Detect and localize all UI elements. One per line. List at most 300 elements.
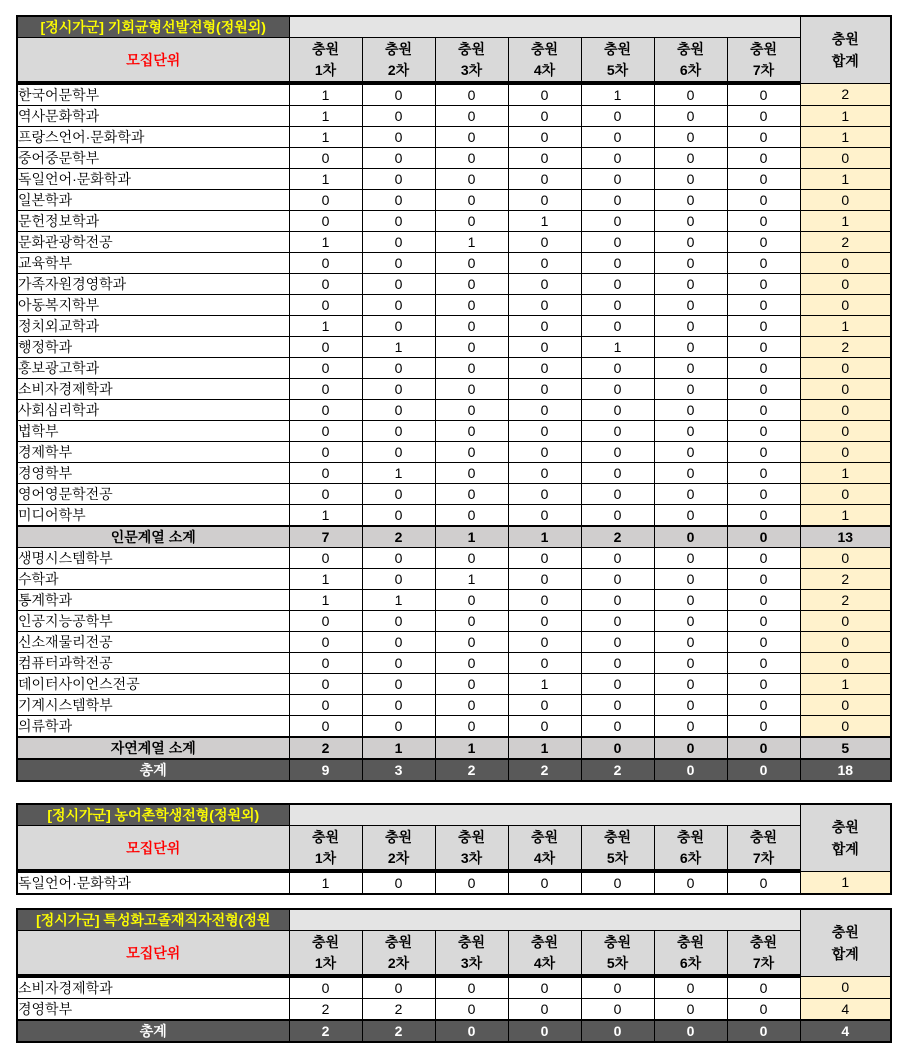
round-2-value[interactable]: 0 (362, 253, 435, 274)
round-7-value[interactable]: 0 (727, 421, 800, 442)
round-1-value[interactable]: 7 (289, 526, 362, 548)
round-6-value[interactable]: 0 (654, 274, 727, 295)
round-7-value[interactable]: 0 (727, 463, 800, 484)
round-1-value[interactable]: 1 (289, 871, 362, 894)
round-4-value[interactable]: 0 (508, 695, 581, 716)
round-5-value[interactable]: 0 (581, 400, 654, 421)
round-2-value[interactable]: 0 (362, 442, 435, 463)
round-4-value[interactable]: 0 (508, 106, 581, 127)
total-value[interactable]: 2 (800, 232, 891, 253)
round-3-value[interactable]: 0 (435, 695, 508, 716)
round-5-value[interactable]: 0 (581, 716, 654, 738)
total-value[interactable]: 0 (800, 358, 891, 379)
round-6-value[interactable]: 0 (654, 421, 727, 442)
round-6-value[interactable]: 0 (654, 442, 727, 463)
unit-name[interactable]: 컴퓨터과학전공 (17, 653, 289, 674)
round-6-value[interactable]: 0 (654, 232, 727, 253)
round-6-value[interactable]: 0 (654, 190, 727, 211)
round-5-value[interactable]: 0 (581, 674, 654, 695)
unit-name[interactable]: 가족자원경영학과 (17, 274, 289, 295)
round-4-value[interactable]: 0 (508, 421, 581, 442)
round-5-value[interactable]: 0 (581, 632, 654, 653)
round-7-value[interactable]: 0 (727, 358, 800, 379)
round-6-value[interactable]: 0 (654, 316, 727, 337)
round-1-value[interactable]: 0 (289, 442, 362, 463)
round-5-value[interactable]: 0 (581, 232, 654, 253)
round-6-value[interactable]: 0 (654, 569, 727, 590)
unit-name[interactable]: 법학부 (17, 421, 289, 442)
round-7-value[interactable]: 0 (727, 526, 800, 548)
total-value[interactable]: 1 (800, 505, 891, 527)
round-3-value[interactable]: 0 (435, 253, 508, 274)
unit-name[interactable]: 소비자경제학과 (17, 976, 289, 999)
unit-name[interactable]: 신소재물리전공 (17, 632, 289, 653)
unit-name[interactable]: 한국어문학부 (17, 83, 289, 106)
round-3-value[interactable]: 0 (435, 211, 508, 232)
round-6-value[interactable]: 0 (654, 211, 727, 232)
round-5-value[interactable]: 0 (581, 316, 654, 337)
round-3-value[interactable]: 0 (435, 358, 508, 379)
round-2-value[interactable]: 1 (362, 590, 435, 611)
round-3-value[interactable]: 0 (435, 590, 508, 611)
total-value[interactable]: 4 (800, 999, 891, 1021)
unit-name[interactable]: 문화관광학전공 (17, 232, 289, 253)
round-5-value[interactable]: 1 (581, 337, 654, 358)
round-7-value[interactable]: 0 (727, 106, 800, 127)
total-value[interactable]: 1 (800, 316, 891, 337)
round-2-value[interactable]: 0 (362, 871, 435, 894)
round-1-value[interactable]: 0 (289, 611, 362, 632)
round-5-value[interactable]: 0 (581, 253, 654, 274)
round-7-value[interactable]: 0 (727, 83, 800, 106)
round-5-value[interactable]: 0 (581, 505, 654, 527)
unit-name[interactable]: 행정학과 (17, 337, 289, 358)
round-3-value[interactable]: 0 (435, 316, 508, 337)
round-3-value[interactable]: 1 (435, 737, 508, 759)
unit-name[interactable]: 수학과 (17, 569, 289, 590)
round-6-value[interactable]: 0 (654, 169, 727, 190)
round-5-value[interactable]: 0 (581, 1020, 654, 1042)
round-6-value[interactable]: 0 (654, 83, 727, 106)
round-2-value[interactable]: 1 (362, 337, 435, 358)
round-4-value[interactable]: 0 (508, 632, 581, 653)
round-1-value[interactable]: 1 (289, 505, 362, 527)
round-6-value[interactable]: 0 (654, 871, 727, 894)
round-3-value[interactable]: 1 (435, 526, 508, 548)
round-3-value[interactable]: 0 (435, 169, 508, 190)
round-6-value[interactable]: 0 (654, 632, 727, 653)
round-2-value[interactable]: 0 (362, 169, 435, 190)
round-7-value[interactable]: 0 (727, 590, 800, 611)
total-value[interactable]: 13 (800, 526, 891, 548)
round-3-value[interactable]: 0 (435, 999, 508, 1021)
round-2-value[interactable]: 2 (362, 526, 435, 548)
round-4-value[interactable]: 0 (508, 505, 581, 527)
round-1-value[interactable]: 1 (289, 169, 362, 190)
round-1-value[interactable]: 0 (289, 148, 362, 169)
unit-name[interactable]: 총계 (17, 759, 289, 781)
round-2-value[interactable]: 0 (362, 716, 435, 738)
round-1-value[interactable]: 0 (289, 400, 362, 421)
round-1-value[interactable]: 0 (289, 548, 362, 569)
round-4-value[interactable]: 0 (508, 999, 581, 1021)
unit-name[interactable]: 인공지능공학부 (17, 611, 289, 632)
round-1-value[interactable]: 0 (289, 421, 362, 442)
round-5-value[interactable]: 0 (581, 211, 654, 232)
round-4-value[interactable]: 0 (508, 871, 581, 894)
unit-name[interactable]: 경영학부 (17, 463, 289, 484)
round-1-value[interactable]: 1 (289, 590, 362, 611)
round-5-value[interactable]: 0 (581, 274, 654, 295)
round-2-value[interactable]: 0 (362, 274, 435, 295)
total-value[interactable]: 1 (800, 127, 891, 148)
total-value[interactable]: 0 (800, 976, 891, 999)
total-value[interactable]: 1 (800, 871, 891, 894)
unit-name[interactable]: 인문계열 소계 (17, 526, 289, 548)
round-4-value[interactable]: 0 (508, 463, 581, 484)
round-1-value[interactable]: 0 (289, 653, 362, 674)
round-6-value[interactable]: 0 (654, 463, 727, 484)
round-4-value[interactable]: 1 (508, 737, 581, 759)
round-7-value[interactable]: 0 (727, 442, 800, 463)
total-value[interactable]: 0 (800, 548, 891, 569)
round-7-value[interactable]: 0 (727, 759, 800, 781)
round-7-value[interactable]: 0 (727, 737, 800, 759)
unit-name[interactable]: 아동복지학부 (17, 295, 289, 316)
total-value[interactable]: 0 (800, 695, 891, 716)
round-4-value[interactable]: 0 (508, 442, 581, 463)
round-3-value[interactable]: 0 (435, 632, 508, 653)
round-3-value[interactable]: 0 (435, 379, 508, 400)
round-2-value[interactable]: 2 (362, 1020, 435, 1042)
round-4-value[interactable]: 0 (508, 190, 581, 211)
round-3-value[interactable]: 0 (435, 976, 508, 999)
round-7-value[interactable]: 0 (727, 337, 800, 358)
total-value[interactable]: 1 (800, 211, 891, 232)
round-2-value[interactable]: 3 (362, 759, 435, 781)
round-5-value[interactable]: 0 (581, 611, 654, 632)
round-7-value[interactable]: 0 (727, 379, 800, 400)
round-4-value[interactable]: 1 (508, 674, 581, 695)
round-2-value[interactable]: 0 (362, 569, 435, 590)
round-1-value[interactable]: 0 (289, 253, 362, 274)
round-4-value[interactable]: 0 (508, 379, 581, 400)
round-1-value[interactable]: 0 (289, 190, 362, 211)
round-6-value[interactable]: 0 (654, 548, 727, 569)
round-7-value[interactable]: 0 (727, 548, 800, 569)
round-6-value[interactable]: 0 (654, 759, 727, 781)
unit-name[interactable]: 생명시스템학부 (17, 548, 289, 569)
round-3-value[interactable]: 0 (435, 505, 508, 527)
total-value[interactable]: 0 (800, 400, 891, 421)
round-6-value[interactable]: 0 (654, 999, 727, 1021)
round-4-value[interactable]: 0 (508, 976, 581, 999)
total-value[interactable]: 0 (800, 379, 891, 400)
total-value[interactable]: 0 (800, 484, 891, 505)
round-5-value[interactable]: 0 (581, 999, 654, 1021)
round-1-value[interactable]: 0 (289, 463, 362, 484)
round-3-value[interactable]: 0 (435, 106, 508, 127)
round-1-value[interactable]: 1 (289, 232, 362, 253)
round-2-value[interactable]: 0 (362, 148, 435, 169)
round-7-value[interactable]: 0 (727, 569, 800, 590)
round-4-value[interactable]: 1 (508, 211, 581, 232)
total-value[interactable]: 0 (800, 442, 891, 463)
round-4-value[interactable]: 0 (508, 232, 581, 253)
round-5-value[interactable]: 0 (581, 653, 654, 674)
total-value[interactable]: 0 (800, 190, 891, 211)
unit-name[interactable]: 홍보광고학과 (17, 358, 289, 379)
round-6-value[interactable]: 0 (654, 653, 727, 674)
round-4-value[interactable]: 0 (508, 716, 581, 738)
total-value[interactable]: 18 (800, 759, 891, 781)
round-2-value[interactable]: 0 (362, 632, 435, 653)
round-7-value[interactable]: 0 (727, 232, 800, 253)
unit-name[interactable]: 소비자경제학과 (17, 379, 289, 400)
total-value[interactable]: 0 (800, 716, 891, 738)
round-3-value[interactable]: 0 (435, 871, 508, 894)
round-1-value[interactable]: 9 (289, 759, 362, 781)
unit-name[interactable]: 독일언어·문화학과 (17, 871, 289, 894)
round-1-value[interactable]: 0 (289, 337, 362, 358)
round-2-value[interactable]: 0 (362, 316, 435, 337)
round-2-value[interactable]: 0 (362, 611, 435, 632)
round-4-value[interactable]: 0 (508, 484, 581, 505)
round-6-value[interactable]: 0 (654, 253, 727, 274)
round-5-value[interactable]: 0 (581, 548, 654, 569)
round-6-value[interactable]: 0 (654, 337, 727, 358)
total-value[interactable]: 0 (800, 611, 891, 632)
round-4-value[interactable]: 0 (508, 337, 581, 358)
round-3-value[interactable]: 0 (435, 548, 508, 569)
round-7-value[interactable]: 0 (727, 484, 800, 505)
round-2-value[interactable]: 0 (362, 358, 435, 379)
round-4-value[interactable]: 0 (508, 569, 581, 590)
round-2-value[interactable]: 0 (362, 548, 435, 569)
round-1-value[interactable]: 0 (289, 358, 362, 379)
round-7-value[interactable]: 0 (727, 611, 800, 632)
round-5-value[interactable]: 0 (581, 871, 654, 894)
round-1-value[interactable]: 0 (289, 274, 362, 295)
total-value[interactable]: 0 (800, 653, 891, 674)
round-6-value[interactable]: 0 (654, 674, 727, 695)
round-3-value[interactable]: 0 (435, 484, 508, 505)
round-1-value[interactable]: 0 (289, 716, 362, 738)
round-4-value[interactable]: 2 (508, 759, 581, 781)
round-3-value[interactable]: 0 (435, 716, 508, 738)
round-7-value[interactable]: 0 (727, 653, 800, 674)
round-2-value[interactable]: 0 (362, 653, 435, 674)
round-3-value[interactable]: 0 (435, 190, 508, 211)
total-value[interactable]: 1 (800, 463, 891, 484)
round-1-value[interactable]: 1 (289, 316, 362, 337)
round-7-value[interactable]: 0 (727, 274, 800, 295)
round-2-value[interactable]: 0 (362, 190, 435, 211)
unit-name[interactable]: 경제학부 (17, 442, 289, 463)
round-6-value[interactable]: 0 (654, 695, 727, 716)
unit-name[interactable]: 교육학부 (17, 253, 289, 274)
round-3-value[interactable]: 0 (435, 1020, 508, 1042)
total-value[interactable]: 1 (800, 674, 891, 695)
round-3-value[interactable]: 0 (435, 148, 508, 169)
unit-name[interactable]: 독일언어·문화학과 (17, 169, 289, 190)
round-3-value[interactable]: 0 (435, 463, 508, 484)
round-1-value[interactable]: 2 (289, 999, 362, 1021)
round-4-value[interactable]: 0 (508, 295, 581, 316)
round-4-value[interactable]: 0 (508, 611, 581, 632)
unit-name[interactable]: 역사문화학과 (17, 106, 289, 127)
round-5-value[interactable]: 0 (581, 484, 654, 505)
round-6-value[interactable]: 0 (654, 976, 727, 999)
round-2-value[interactable]: 0 (362, 421, 435, 442)
round-6-value[interactable]: 0 (654, 148, 727, 169)
round-4-value[interactable]: 0 (508, 148, 581, 169)
round-5-value[interactable]: 0 (581, 190, 654, 211)
round-3-value[interactable]: 0 (435, 611, 508, 632)
round-1-value[interactable]: 0 (289, 695, 362, 716)
round-2-value[interactable]: 0 (362, 674, 435, 695)
round-1-value[interactable]: 0 (289, 379, 362, 400)
round-5-value[interactable]: 0 (581, 463, 654, 484)
round-6-value[interactable]: 0 (654, 400, 727, 421)
round-3-value[interactable]: 0 (435, 421, 508, 442)
unit-name[interactable]: 영어영문학전공 (17, 484, 289, 505)
total-value[interactable]: 0 (800, 274, 891, 295)
unit-name[interactable]: 데이터사이언스전공 (17, 674, 289, 695)
round-2-value[interactable]: 0 (362, 211, 435, 232)
round-4-value[interactable]: 0 (508, 653, 581, 674)
round-2-value[interactable]: 0 (362, 695, 435, 716)
total-value[interactable]: 0 (800, 148, 891, 169)
round-3-value[interactable]: 0 (435, 83, 508, 106)
unit-name[interactable]: 미디어학부 (17, 505, 289, 527)
total-value[interactable]: 2 (800, 569, 891, 590)
unit-name[interactable]: 의류학과 (17, 716, 289, 738)
round-5-value[interactable]: 0 (581, 148, 654, 169)
round-5-value[interactable]: 0 (581, 295, 654, 316)
round-6-value[interactable]: 0 (654, 737, 727, 759)
round-7-value[interactable]: 0 (727, 632, 800, 653)
round-3-value[interactable]: 0 (435, 442, 508, 463)
round-7-value[interactable]: 0 (727, 400, 800, 421)
round-7-value[interactable]: 0 (727, 505, 800, 527)
unit-name[interactable]: 중어중문학부 (17, 148, 289, 169)
round-6-value[interactable]: 0 (654, 716, 727, 738)
round-7-value[interactable]: 0 (727, 976, 800, 999)
round-2-value[interactable]: 0 (362, 505, 435, 527)
round-3-value[interactable]: 0 (435, 653, 508, 674)
round-3-value[interactable]: 0 (435, 127, 508, 148)
round-6-value[interactable]: 0 (654, 505, 727, 527)
round-7-value[interactable]: 0 (727, 999, 800, 1021)
total-value[interactable]: 2 (800, 590, 891, 611)
round-4-value[interactable]: 0 (508, 127, 581, 148)
round-1-value[interactable]: 0 (289, 632, 362, 653)
round-3-value[interactable]: 0 (435, 400, 508, 421)
round-6-value[interactable]: 0 (654, 611, 727, 632)
round-2-value[interactable]: 0 (362, 379, 435, 400)
unit-name[interactable]: 사회심리학과 (17, 400, 289, 421)
total-value[interactable]: 0 (800, 253, 891, 274)
round-4-value[interactable]: 0 (508, 274, 581, 295)
round-7-value[interactable]: 0 (727, 148, 800, 169)
round-2-value[interactable]: 0 (362, 127, 435, 148)
round-6-value[interactable]: 0 (654, 590, 727, 611)
round-7-value[interactable]: 0 (727, 253, 800, 274)
round-1-value[interactable]: 0 (289, 484, 362, 505)
round-2-value[interactable]: 1 (362, 737, 435, 759)
total-value[interactable]: 1 (800, 169, 891, 190)
round-5-value[interactable]: 0 (581, 442, 654, 463)
round-7-value[interactable]: 0 (727, 169, 800, 190)
round-2-value[interactable]: 1 (362, 463, 435, 484)
round-3-value[interactable]: 1 (435, 569, 508, 590)
round-1-value[interactable]: 0 (289, 211, 362, 232)
round-4-value[interactable]: 1 (508, 526, 581, 548)
unit-name[interactable]: 자연계열 소계 (17, 737, 289, 759)
round-2-value[interactable]: 0 (362, 106, 435, 127)
round-7-value[interactable]: 0 (727, 211, 800, 232)
round-2-value[interactable]: 0 (362, 295, 435, 316)
unit-name[interactable]: 경영학부 (17, 999, 289, 1021)
round-5-value[interactable]: 0 (581, 569, 654, 590)
round-4-value[interactable]: 0 (508, 253, 581, 274)
round-3-value[interactable]: 0 (435, 337, 508, 358)
round-1-value[interactable]: 1 (289, 106, 362, 127)
round-5-value[interactable]: 0 (581, 169, 654, 190)
round-5-value[interactable]: 2 (581, 526, 654, 548)
round-3-value[interactable]: 2 (435, 759, 508, 781)
round-6-value[interactable]: 0 (654, 127, 727, 148)
total-value[interactable]: 1 (800, 106, 891, 127)
round-2-value[interactable]: 2 (362, 999, 435, 1021)
round-2-value[interactable]: 0 (362, 484, 435, 505)
unit-name[interactable]: 총계 (17, 1020, 289, 1042)
round-1-value[interactable]: 2 (289, 1020, 362, 1042)
round-4-value[interactable]: 0 (508, 169, 581, 190)
round-5-value[interactable]: 0 (581, 106, 654, 127)
round-6-value[interactable]: 0 (654, 379, 727, 400)
total-value[interactable]: 4 (800, 1020, 891, 1042)
round-6-value[interactable]: 0 (654, 295, 727, 316)
round-1-value[interactable]: 0 (289, 674, 362, 695)
round-1-value[interactable]: 1 (289, 569, 362, 590)
round-6-value[interactable]: 0 (654, 1020, 727, 1042)
round-4-value[interactable]: 0 (508, 1020, 581, 1042)
round-7-value[interactable]: 0 (727, 674, 800, 695)
round-3-value[interactable]: 0 (435, 674, 508, 695)
round-6-value[interactable]: 0 (654, 484, 727, 505)
round-2-value[interactable]: 0 (362, 83, 435, 106)
round-7-value[interactable]: 0 (727, 716, 800, 738)
round-4-value[interactable]: 0 (508, 400, 581, 421)
round-5-value[interactable]: 2 (581, 759, 654, 781)
round-1-value[interactable]: 1 (289, 83, 362, 106)
round-5-value[interactable]: 0 (581, 590, 654, 611)
round-7-value[interactable]: 0 (727, 316, 800, 337)
unit-name[interactable]: 문헌정보학과 (17, 211, 289, 232)
round-1-value[interactable]: 0 (289, 295, 362, 316)
round-3-value[interactable]: 0 (435, 274, 508, 295)
round-5-value[interactable]: 1 (581, 83, 654, 106)
unit-name[interactable]: 일본학과 (17, 190, 289, 211)
round-7-value[interactable]: 0 (727, 295, 800, 316)
total-value[interactable]: 5 (800, 737, 891, 759)
round-3-value[interactable]: 0 (435, 295, 508, 316)
total-value[interactable]: 2 (800, 337, 891, 358)
round-5-value[interactable]: 0 (581, 358, 654, 379)
round-1-value[interactable]: 1 (289, 127, 362, 148)
